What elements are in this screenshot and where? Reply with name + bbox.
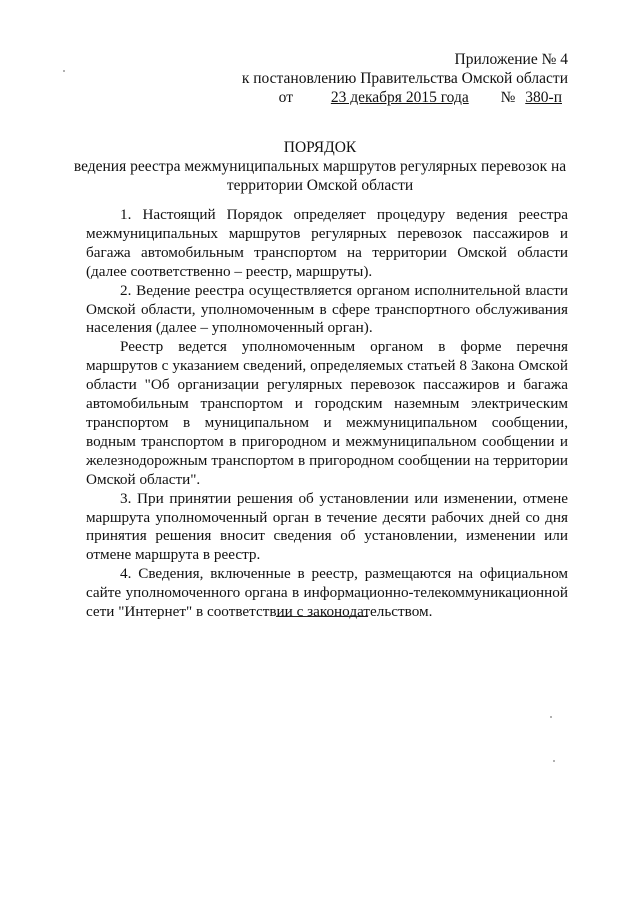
paragraph-4: 3. При принятии решения об установлении или изменении, отмене маршрута уполномоченный орган в течение десяти рабочих дней со дня принятия решения вносит сведения об установлении, изменении или отмене маршрута в реестр. bbox=[86, 489, 568, 564]
scan-speck bbox=[553, 760, 555, 762]
title-subtitle-line1: ведения реестра межмуниципальных маршрутов регулярных перевозок на bbox=[73, 158, 567, 175]
appendix-label: Приложение № 4 bbox=[454, 51, 568, 68]
paragraph-5: 4. Сведения, включенные в реестр, размещаются на официальном сайте уполномоченного органа в информационно-телекоммуникационной сети "Интернет" в соответствии с законодательством. bbox=[86, 565, 568, 621]
paragraph-3: Реестр ведется уполномоченным органом в форме перечня маршрутов с указанием сведений, определяемых статьей 8 Закона Омской области "Об организации регулярных перевозок пассажиров и багажа автомобильным транспортом и городским наземным электрическим транспортом в муниципальном и межмуниципальном сообщении, водным транспортом в пригородном и межмуниципальном сообщении и железнодорожным транспортом в пригородном сообщении на территории Омской области". bbox=[86, 338, 568, 488]
paragraph-1: 1. Настоящий Порядок определяет процедуру ведения реестра межмуниципальных маршрутов регулярных перевозок пассажиров и багажа автомобильным транспортом на территории Омской области (далее соответственно – реестр, маршруты). bbox=[86, 206, 568, 280]
resolution-reference: к постановлению Правительства Омской области bbox=[241, 70, 568, 87]
number-value-underlined bbox=[519, 89, 568, 106]
document-title bbox=[0, 138, 640, 195]
date-value-underlined bbox=[297, 89, 497, 106]
document-body bbox=[86, 206, 568, 622]
appendix-header bbox=[238, 50, 568, 107]
paragraph-2: 2. Ведение реестра осуществляется органом исполнительной власти Омской области, уполномоченным в сфере транспортного обслуживания населения (далее – уполномоченный орган). bbox=[86, 281, 568, 337]
scan-speck bbox=[550, 716, 552, 718]
title-main: ПОРЯДОК bbox=[283, 139, 357, 156]
date-value: 23 декабря 2015 года bbox=[330, 89, 469, 106]
number-value: 380-п bbox=[525, 89, 562, 106]
number-prefix: № bbox=[500, 89, 516, 106]
scan-speck bbox=[63, 70, 65, 72]
end-separator-line bbox=[276, 616, 368, 617]
date-prefix: от bbox=[278, 89, 293, 106]
date-number-line bbox=[238, 88, 568, 107]
title-subtitle-line2: территории Омской области bbox=[226, 177, 414, 194]
